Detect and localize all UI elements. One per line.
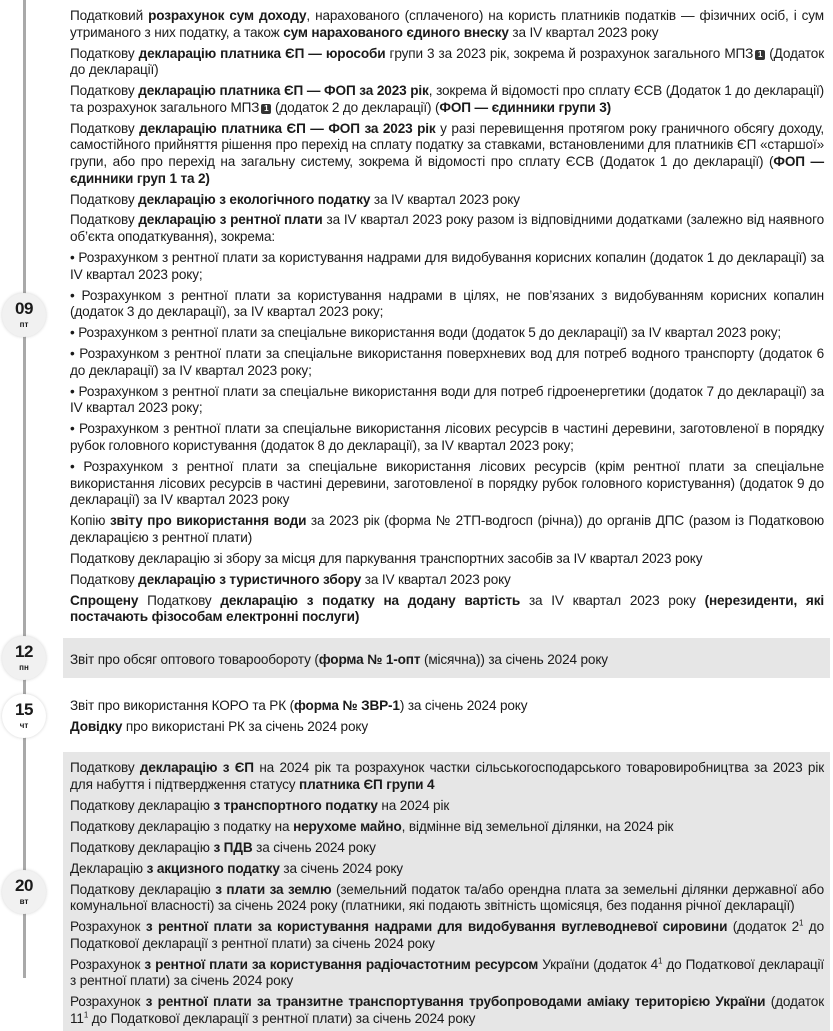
bold-text: ФОП — єдинники групи 3) (439, 99, 612, 115)
text: Податкову (70, 120, 140, 136)
report-item (70, 325, 824, 342)
weekday-label: пт (19, 319, 29, 329)
text: Звіт про обсяг оптового товарообороту ( (70, 651, 319, 667)
report-item (70, 882, 824, 915)
text: Декларацію (70, 860, 147, 876)
text: Податкову (70, 45, 139, 61)
text: • Розрахунком з рентної плати за спеціальне використання лісових ресурсів (крім рентної плати за спеціальне використання лісових ресурсів в частині деревини, заготовленої в порядку рубок головного користування) (додаток 9 до декларації) за IV квартал 2023 року (70, 458, 824, 508)
text: за IV квартал 2023 року (370, 191, 520, 207)
text: (додаток 2 (727, 919, 799, 935)
date-circle (2, 293, 46, 337)
bold-text: декларацію з ЄП (139, 760, 254, 776)
report-item (70, 572, 824, 589)
text: Податкову (70, 212, 139, 228)
text: до Податкової декларації з рентної плати) за січень 2024 року (88, 1010, 476, 1026)
text: Податкову декларацію (70, 881, 216, 897)
text: за 2023 рік (форма № 2ТП-водгосп (річна)) до органів ДПС (разом із Податковою декларацією з рентної плати) (70, 513, 824, 545)
bold-text: форма № ЗВР-1 (293, 698, 400, 714)
text: Податкову (70, 191, 139, 207)
superscript: 1 (798, 918, 804, 928)
bold-text: декларацію з екологічного податку (138, 191, 371, 207)
timeline-line (23, 0, 26, 978)
text: за IV квартал 2023 року разом із відповідними додатками (залежно від наявного об’єкта оподаткування), зокрема: (70, 212, 824, 245)
day-group-20 (15, 752, 830, 1031)
report-item (70, 8, 824, 41)
bold-text: з акцизного податку (146, 860, 280, 876)
day-group-15 (15, 688, 830, 744)
text: за IV квартал 2023 року (508, 24, 659, 40)
text: (земельний податок та/або орендна плата за земельні ділянки державної або комунальної власності) за січень 2024 року (платники, які подають звітність щомісяця, без подання річної декларації) (70, 881, 824, 914)
bold-text: декларацію з туристичного збору (138, 571, 362, 587)
text: • Розрахунком з рентної плати за спеціальне використання води (додаток 5 до декларації) за IV квартал 2023 року; (70, 325, 781, 341)
text: Розрахунок (70, 956, 145, 972)
report-item (70, 46, 824, 79)
bold-text: форма № 1-опт (318, 651, 421, 667)
text: • Розрахунком з рентної плати за користування надрами для видобування корисних копалин (додаток 1 до декларації) за IV квартал 2023 року; (70, 250, 824, 282)
text: Копію (70, 513, 110, 529)
report-item (70, 819, 824, 836)
superscript: 1 (83, 1010, 89, 1020)
footnote-badge: 1 (261, 104, 271, 114)
text: , нарахованого (сплаченого) на користь платників податків — фізичних осіб, і сум утриманого з них податку, а також (70, 8, 824, 40)
day-group-09 (15, 0, 830, 630)
weekday-label: чт (19, 721, 29, 731)
report-item (70, 798, 824, 815)
text: • Розрахунком з рентної плати за спеціальне використання води для потреб гідроенергетики (додаток 7 до декларації) за IV квартал 2023 року; (70, 383, 824, 416)
bold-text: ФОП — єдинники груп 1 та 2) (70, 153, 824, 186)
report-item (70, 652, 824, 669)
superscript: 1 (658, 956, 663, 966)
report-item (70, 384, 824, 417)
bold-text: з рентної плати за користування радіочастотним ресурсом (144, 956, 539, 972)
report-item (70, 346, 824, 379)
bold-text: розрахунок сум доходу (148, 8, 307, 23)
text: за IV квартал 2023 року (520, 592, 705, 608)
bold-text: декларацію з податку на додану вартість (220, 592, 521, 608)
weekday-label: вт (19, 896, 29, 906)
weekday-label: пн (19, 663, 29, 673)
report-item (70, 919, 824, 952)
bold-text: з рентної плати за користування надрами для видобування вуглеводневої сировини (145, 919, 728, 935)
bold-text: Спрощену (70, 592, 139, 608)
text: про використані РК за січень 2024 року (122, 719, 368, 735)
report-item (70, 994, 824, 1027)
text: Розрахунок (70, 994, 146, 1010)
text: Податкову (70, 83, 139, 99)
bold-text: декларацію платника ЄП — юрособи (138, 45, 386, 61)
text: у разі перевищення протягом року граничного обсягу доходу, самостійного прийняття рішення про перехід на сплату податку за ставками, встановленими для платників ЄП «старшої» групи, або про перехід на загальну систему, зокрема й відомості про сплату ЄСВ (Додаток 1 до декларації) ( (70, 120, 825, 169)
text: за січень 2024 року (252, 839, 376, 855)
day-number: 20 (15, 875, 33, 895)
report-item (70, 861, 824, 878)
text: за IV квартал 2023 року (361, 571, 511, 587)
day-number: 12 (15, 642, 33, 662)
text: Звіт про використання КОРО та РК ( (70, 698, 294, 714)
report-item (70, 957, 824, 990)
text: на 2024 рік (377, 797, 450, 813)
date-circle (2, 636, 46, 680)
bold-text: з ПДВ (213, 839, 253, 855)
report-item (70, 250, 824, 283)
report-item (70, 840, 824, 857)
text: за січень 2024 року (279, 860, 403, 876)
text: , відмінне від земельної ділянки, на 2024 рік (401, 818, 674, 834)
report-item (70, 760, 824, 793)
bold-text: нерухоме майно (293, 818, 402, 834)
text: Розрахунок (70, 919, 146, 935)
text: Податкову декларацію (70, 839, 214, 855)
report-item (70, 212, 824, 245)
text: (місячна)) за січень 2024 року (420, 651, 608, 667)
text: Податковий (70, 8, 149, 23)
report-item (70, 719, 824, 736)
text: (додаток 11 (70, 994, 824, 1026)
text: Податкову декларацію з податку на (70, 818, 294, 834)
day-group-12 (15, 638, 830, 679)
bold-text: платника ЄП групи 4 (299, 776, 435, 792)
bold-text: з транспортного податку (213, 797, 378, 813)
report-item (70, 459, 824, 509)
bold-text: Довідку (70, 719, 123, 735)
report-item (70, 593, 824, 626)
text: ) за січень 2024 року (399, 698, 528, 714)
bold-text: (нерезиденти, які постачають фізособам електронні послуги) (70, 592, 824, 625)
text: (Додаток до декларації) (70, 45, 825, 78)
bold-text: звіту про використання води (109, 513, 307, 529)
report-item (70, 698, 824, 715)
text: до Податкової декларації з рентної плати) за січень 2024 року (70, 956, 824, 989)
bold-text: з рентної плати за транзитне транспортування трубопроводами аміаку територією України (145, 994, 766, 1010)
text: до Податкової декларації з рентної плати) за січень 2024 року (70, 919, 824, 951)
report-item (70, 192, 824, 209)
text: , зокрема й відомості про сплату ЄСВ (Додаток 1 до декларації) та розрахунок загального МПЗ (70, 83, 825, 115)
report-item (70, 421, 824, 454)
text: (додаток 2 до декларації) ( (271, 99, 440, 115)
text: Податкову (138, 592, 221, 608)
bold-text: декларацію платника ЄП — ФОП за 2023 рік (138, 83, 429, 99)
text: України (додаток 4 (538, 956, 659, 972)
text: • Розрахунком з рентної плати за спеціальне використання поверхневих вод для потреб водного транспорту (додаток 6 до декларації) за IV квартал 2023 року; (70, 346, 824, 378)
report-item (70, 513, 824, 546)
report-item (70, 121, 824, 187)
report-item (70, 288, 824, 321)
date-circle (2, 694, 46, 738)
text: Податкову (70, 571, 139, 587)
text: • Розрахунком з рентної плати за користування надрами в цілях, не пов’язаних з видобуванням корисних копалин (додаток 3 до декларації), за IV квартал 2023 року; (70, 287, 824, 320)
date-circle (2, 870, 46, 914)
bold-text: сум нарахованого єдиного внеску (283, 24, 509, 40)
text: Податкову декларацію (70, 797, 214, 813)
bold-text: декларацію з рентної плати (138, 212, 323, 228)
day-number: 15 (15, 700, 33, 720)
day-number: 09 (15, 298, 33, 318)
report-item (70, 551, 824, 568)
text: на 2024 рік та розрахунок частки сільськогосподарського товаровиробництва за 2023 рік для набуття і підтвердження статусу (70, 760, 824, 792)
footnote-badge: 1 (755, 50, 765, 60)
report-item (70, 83, 824, 116)
bold-text: декларацію платника ЄП — ФОП за 2023 рік (139, 120, 436, 136)
text: групи 3 за 2023 рік, зокрема й розрахунок загального МПЗ (385, 45, 754, 61)
text: Податкову (70, 760, 140, 776)
text: • Розрахунком з рентної плати за спеціальне використання лісових ресурсів в частині деревини, заготовленої в порядку рубок головного користування (додаток 8 до декларації), за IV квартал 2023 року; (70, 421, 824, 453)
text: Податкову декларацію зі збору за місця для паркування транспортних засобів за IV квартал 2023 року (70, 550, 703, 566)
bold-text: з плати за землю (215, 881, 332, 897)
